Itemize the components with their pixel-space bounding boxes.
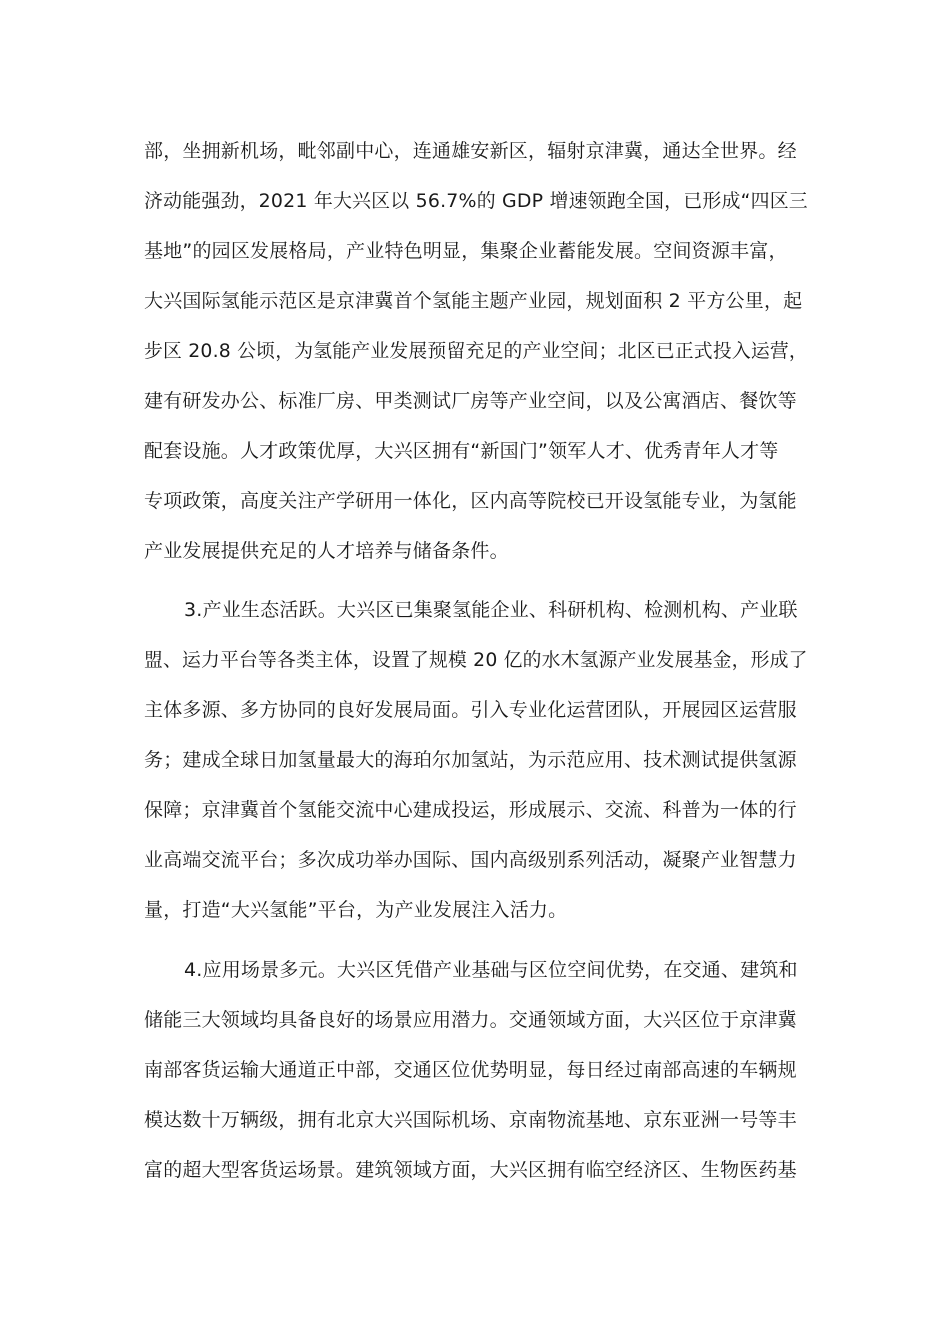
text-line: 务；建成全球日加氢量最大的海珀尔加氢站，为示范应用、技术测试提供氢源: [144, 749, 797, 771]
text-line: 部，坐拥新机场，毗邻副中心，连通雄安新区，辐射京津冀，通达全世界。经: [144, 140, 797, 162]
paragraph-application-scenarios: [144, 945, 808, 1195]
paragraph-industry-ecosystem: [144, 585, 808, 935]
text-line: 产业发展提供充足的人才培养与储备条件。: [144, 540, 509, 562]
text-line: 4.应用场景多元。大兴区凭借产业基础与区位空间优势，在交通、建筑和: [184, 959, 798, 981]
text-line: 基地”的园区发展格局，产业特色明显，集聚企业蓄能发展。空间资源丰富，: [144, 240, 788, 262]
text-line: 配套设施。人才政策优厚，大兴区拥有“新国门”领军人才、优秀青年人才等: [144, 440, 779, 462]
text-line: 盟、运力平台等各类主体，设置了规模 20 亿的水木氢源产业发展基金，形成了: [144, 649, 808, 671]
text-line: 大兴国际氢能示范区是京津冀首个氢能主题产业园，规划面积 2 平方公里，起: [144, 290, 803, 312]
text-line: 主体多源、多方协同的良好发展局面。引入专业化运营团队，开展园区运营服: [144, 699, 797, 721]
text-line: 建有研发办公、标准厂房、甲类测试厂房等产业空间，以及公寓酒店、餐饮等: [144, 390, 797, 412]
text-line: 模达数十万辆级，拥有北京大兴国际机场、京南物流基地、京东亚洲一号等丰: [144, 1109, 797, 1131]
text-line: 业高端交流平台；多次成功举办国际、国内高级别系列活动，凝聚产业智慧力: [144, 849, 797, 871]
text-line: 专项政策，高度关注产学研用一体化，区内高等院校已开设氢能专业，为氢能: [144, 490, 797, 512]
text-line: 3.产业生态活跃。大兴区已集聚氢能企业、科研机构、检测机构、产业联: [184, 599, 798, 621]
paragraph-location-advantages: [144, 126, 808, 576]
text-line: 步区 20.8 公顷，为氢能产业发展预留充足的产业空间；北区已正式投入运营，: [144, 340, 808, 362]
text-line: 富的超大型客货运场景。建筑领域方面，大兴区拥有临空经济区、生物医药基: [144, 1159, 797, 1181]
text-line: 量，打造“大兴氢能”平台，为产业发展注入活力。: [144, 899, 568, 921]
text-line: 保障；京津冀首个氢能交流中心建成投运，形成展示、交流、科普为一体的行: [144, 799, 797, 821]
text-line: 储能三大领域均具备良好的场景应用潜力。交通领域方面，大兴区位于京津冀: [144, 1009, 797, 1031]
text-line: 南部客货运输大通道正中部，交通区位优势明显，每日经过南部高速的车辆规: [144, 1059, 797, 1081]
text-line: 济动能强劲，2021 年大兴区以 56.7%的 GDP 增速领跑全国，已形成“四区三: [144, 190, 808, 212]
